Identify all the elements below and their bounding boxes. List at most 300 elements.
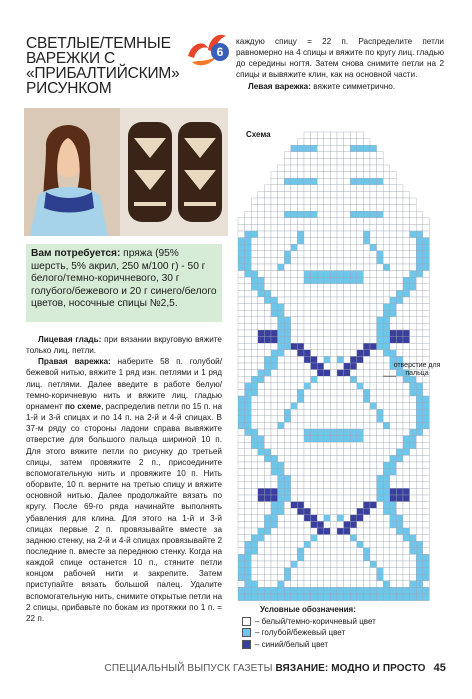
- chart-cell: [370, 488, 377, 495]
- chart-cell: [311, 178, 318, 185]
- chart-cell: [278, 495, 285, 502]
- chart-cell: [284, 521, 291, 528]
- chart-cell: [245, 271, 252, 278]
- chart-cell: [311, 455, 318, 462]
- chart-cell: [377, 594, 384, 601]
- chart-cell: [304, 462, 311, 469]
- chart-cell: [311, 231, 318, 238]
- chart-cell: [357, 568, 364, 575]
- chart-cell: [238, 535, 245, 542]
- chart-cell: [370, 152, 377, 159]
- chart-cell: [284, 264, 291, 271]
- chart-cell: [370, 370, 377, 377]
- chart-cell: [291, 488, 298, 495]
- chart-cell: [337, 290, 344, 297]
- chart-cell: [390, 383, 397, 390]
- chart-cell: [278, 350, 285, 357]
- chart-cell: [284, 574, 291, 581]
- chart-cell: [284, 376, 291, 383]
- chart-cell: [278, 482, 285, 489]
- chart-cell: [350, 508, 357, 515]
- chart-cell: [317, 416, 324, 423]
- chart-cell: [350, 422, 357, 429]
- chart-cell: [416, 264, 423, 271]
- chart-cell: [370, 594, 377, 601]
- chart-cell: [377, 475, 384, 482]
- chart-cell: [291, 502, 298, 509]
- chart-cell: [330, 290, 337, 297]
- chart-cell: [377, 528, 384, 535]
- chart-cell: [317, 343, 324, 350]
- chart-cell: [383, 515, 390, 522]
- chart-cell: [264, 541, 271, 548]
- chart-cell: [245, 502, 252, 509]
- chart-cell: [284, 455, 291, 462]
- chart-cell: [311, 310, 318, 317]
- flower-logo-icon: [182, 26, 230, 70]
- chart-cell: [304, 191, 311, 198]
- chart-cell: [383, 264, 390, 271]
- chart-cell: [410, 251, 417, 258]
- chart-cell: [370, 528, 377, 535]
- chart-cell: [344, 264, 351, 271]
- chart-cell: [423, 594, 430, 601]
- chart-cell: [317, 290, 324, 297]
- chart-cell: [271, 389, 278, 396]
- chart-cell: [363, 574, 370, 581]
- chart-cell: [350, 231, 357, 238]
- chart-cell: [238, 218, 245, 225]
- chart-cell: [238, 488, 245, 495]
- chart-cell: [396, 535, 403, 542]
- chart-cell: [416, 297, 423, 304]
- chart-cell: [410, 396, 417, 403]
- chart-cell: [297, 356, 304, 363]
- chart-cell: [383, 304, 390, 311]
- chart-cell: [271, 436, 278, 443]
- chart-cell: [304, 145, 311, 152]
- chart-cell: [350, 356, 357, 363]
- chart-cell: [317, 449, 324, 456]
- chart-cell: [410, 475, 417, 482]
- chart-cell: [251, 271, 258, 278]
- chart-cell: [324, 132, 331, 139]
- chart-cell: [410, 337, 417, 344]
- chart-cell: [317, 211, 324, 218]
- chart-cell: [311, 475, 318, 482]
- chart-cell: [264, 574, 271, 581]
- chart-cell: [344, 383, 351, 390]
- chart-cell: [363, 330, 370, 337]
- chart-cell: [337, 416, 344, 423]
- chart-cell: [304, 264, 311, 271]
- chart-cell: [297, 574, 304, 581]
- chart-cell: [311, 317, 318, 324]
- chart-cell: [291, 211, 298, 218]
- chart-cell: [251, 244, 258, 251]
- chart-cell: [238, 587, 245, 594]
- chart-cell: [370, 515, 377, 522]
- chart-cell: [317, 172, 324, 179]
- chart-cell: [291, 284, 298, 291]
- chart-cell: [264, 528, 271, 535]
- chart-cell: [396, 442, 403, 449]
- chart-cell: [377, 370, 384, 377]
- chart-cell: [377, 508, 384, 515]
- chart-cell: [258, 231, 265, 238]
- chart-cell: [238, 469, 245, 476]
- chart-cell: [297, 257, 304, 264]
- chart-cell: [317, 152, 324, 159]
- chart-cell: [330, 515, 337, 522]
- chart-cell: [396, 409, 403, 416]
- chart-cell: [238, 264, 245, 271]
- chart-cell: [416, 310, 423, 317]
- chart-cell: [311, 587, 318, 594]
- chart-cell: [304, 422, 311, 429]
- chart-cell: [390, 528, 397, 535]
- chart-cell: [337, 205, 344, 212]
- chart-cell: [251, 304, 258, 311]
- chart-cell: [317, 310, 324, 317]
- chart-cell: [370, 561, 377, 568]
- chart-cell: [396, 581, 403, 588]
- chart-cell: [304, 356, 311, 363]
- chart-cell: [416, 502, 423, 509]
- chart-cell: [410, 528, 417, 535]
- chart-cell: [357, 238, 364, 245]
- chart-cell: [377, 244, 384, 251]
- chart-cell: [258, 191, 265, 198]
- chart-cell: [344, 508, 351, 515]
- chart-cell: [251, 370, 258, 377]
- chart-cell: [330, 455, 337, 462]
- chart-cell: [357, 482, 364, 489]
- right-mitten-text: наберите 58 п. голубой/бежевой нитью, вяжите 1 ряд изн. петлями и 1 ряд лиц. петлями. Далее введите в работе белую/темно-коричневую нить и вяжите лиц. гладью орнамент: [26, 357, 222, 411]
- chart-cell: [258, 383, 265, 390]
- chart-cell: [403, 442, 410, 449]
- chart-cell: [370, 238, 377, 245]
- chart-cell: [311, 323, 318, 330]
- chart-cell: [416, 330, 423, 337]
- chart-cell: [311, 482, 318, 489]
- chart-cell: [311, 257, 318, 264]
- chart-cell: [284, 244, 291, 251]
- chart-cell: [403, 528, 410, 535]
- chart-cell: [317, 383, 324, 390]
- chart-cell: [330, 191, 337, 198]
- chart-cell: [410, 594, 417, 601]
- chart-cell: [423, 251, 430, 258]
- chart-cell: [258, 422, 265, 429]
- chart-cell: [324, 244, 331, 251]
- chart-cell: [383, 495, 390, 502]
- chart-cell: [396, 396, 403, 403]
- chart-cell: [390, 172, 397, 179]
- chart-cell: [245, 455, 252, 462]
- chart-cell: [344, 132, 351, 139]
- chart-cell: [330, 389, 337, 396]
- chart-cell: [264, 271, 271, 278]
- chart-cell: [390, 462, 397, 469]
- chart-cell: [330, 185, 337, 192]
- chart-cell: [291, 172, 298, 179]
- chart-cell: [324, 198, 331, 205]
- chart-cell: [410, 277, 417, 284]
- chart-cell: [258, 376, 265, 383]
- chart-cell: [304, 403, 311, 410]
- chart-cell: [403, 541, 410, 548]
- chart-cell: [271, 205, 278, 212]
- chart-cell: [324, 429, 331, 436]
- chart-cell: [396, 436, 403, 443]
- chart-cell: [271, 185, 278, 192]
- chart-cell: [377, 482, 384, 489]
- chart-cell: [258, 587, 265, 594]
- chart-cell: [337, 469, 344, 476]
- chart-cell: [357, 409, 364, 416]
- chart-cell: [311, 488, 318, 495]
- chart-cell: [416, 521, 423, 528]
- chart-cell: [317, 251, 324, 258]
- chart-cell: [251, 297, 258, 304]
- chart-cell: [423, 257, 430, 264]
- chart-cell: [271, 337, 278, 344]
- chart-cell: [363, 409, 370, 416]
- stitch-text: при вязании вкруговую вяжите только лиц. петли.: [26, 335, 222, 356]
- chart-cell: [258, 317, 265, 324]
- chart-cell: [383, 455, 390, 462]
- chart-cell: [337, 495, 344, 502]
- chart-cell: [350, 297, 357, 304]
- chart-cell: [396, 310, 403, 317]
- chart-cell: [416, 482, 423, 489]
- chart-cell: [423, 218, 430, 225]
- chart-cell: [396, 257, 403, 264]
- chart-cell: [264, 350, 271, 357]
- chart-cell: [245, 587, 252, 594]
- chart-cell: [357, 389, 364, 396]
- chart-cell: [350, 482, 357, 489]
- chart-cell: [370, 502, 377, 509]
- chart-cell: [251, 561, 258, 568]
- chart-cell: [410, 574, 417, 581]
- chart-cell: [370, 541, 377, 548]
- chart-cell: [311, 297, 318, 304]
- chart-cell: [403, 257, 410, 264]
- chart-cell: [390, 337, 397, 344]
- chart-cell: [377, 350, 384, 357]
- chart-cell: [350, 310, 357, 317]
- chart-cell: [344, 178, 351, 185]
- chart-cell: [251, 442, 258, 449]
- chart-cell: [297, 350, 304, 357]
- chart-cell: [324, 251, 331, 258]
- chart-cell: [278, 370, 285, 377]
- chart-cell: [344, 211, 351, 218]
- chart-cell: [251, 436, 258, 443]
- chart-cell: [245, 495, 252, 502]
- chart-cell: [350, 535, 357, 542]
- chart-cell: [370, 224, 377, 231]
- chart-cell: [297, 462, 304, 469]
- chart-cell: [403, 462, 410, 469]
- chart-cell: [423, 482, 430, 489]
- chart-cell: [251, 343, 258, 350]
- chart-cell: [416, 224, 423, 231]
- chart-cell: [284, 356, 291, 363]
- chart-cell: [396, 264, 403, 271]
- chart-cell: [264, 416, 271, 423]
- chart-cell: [403, 495, 410, 502]
- chart-cell: [423, 304, 430, 311]
- chart-cell: [396, 277, 403, 284]
- chart-cell: [350, 436, 357, 443]
- chart-cell: [271, 508, 278, 515]
- chart-cell: [370, 548, 377, 555]
- chart-cell: [403, 238, 410, 245]
- chart-cell: [284, 508, 291, 515]
- chart-cell: [245, 238, 252, 245]
- chart-cell: [304, 218, 311, 225]
- chart-cell: [410, 330, 417, 337]
- chart-cell: [271, 574, 278, 581]
- chart-cell: [324, 581, 331, 588]
- chart-cell: [284, 548, 291, 555]
- chart-cell: [264, 436, 271, 443]
- chart-cell: [291, 343, 298, 350]
- chart-cell: [264, 290, 271, 297]
- chart-cell: [291, 482, 298, 489]
- chart-cell: [297, 158, 304, 165]
- chart-cell: [311, 574, 318, 581]
- chart-cell: [383, 290, 390, 297]
- chart-cell: [258, 462, 265, 469]
- chart-cell: [403, 422, 410, 429]
- chart-cell: [324, 383, 331, 390]
- chart-cell: [291, 449, 298, 456]
- chart-cell: [297, 475, 304, 482]
- chart-cell: [291, 178, 298, 185]
- chart-cell: [304, 535, 311, 542]
- chart-cell: [238, 310, 245, 317]
- chart-cell: [284, 488, 291, 495]
- chart-cell: [271, 218, 278, 225]
- chart-cell: [337, 191, 344, 198]
- chart-cell: [278, 277, 285, 284]
- chart-cell: [238, 297, 245, 304]
- chart-cell: [324, 561, 331, 568]
- chart-cell: [403, 396, 410, 403]
- chart-cell: [238, 508, 245, 515]
- chart-cell: [370, 403, 377, 410]
- chart-cell: [350, 290, 357, 297]
- chart-cell: [271, 455, 278, 462]
- chart-cell: [390, 554, 397, 561]
- chart-cell: [251, 455, 258, 462]
- chart-cell: [278, 198, 285, 205]
- chart-cell: [297, 561, 304, 568]
- chart-cell: [403, 508, 410, 515]
- chart-cell: [271, 482, 278, 489]
- chart-cell: [245, 554, 252, 561]
- chart-cell: [357, 337, 364, 344]
- chart-cell: [410, 264, 417, 271]
- chart-cell: [297, 244, 304, 251]
- chart-cell: [245, 224, 252, 231]
- chart-cell: [370, 172, 377, 179]
- chart-cell: [363, 469, 370, 476]
- chart-cell: [350, 469, 357, 476]
- chart-cell: [423, 502, 430, 509]
- chart-cell: [344, 515, 351, 522]
- chart-cell: [297, 178, 304, 185]
- chart-cell: [297, 363, 304, 370]
- chart-cell: [284, 587, 291, 594]
- chart-cell: [324, 449, 331, 456]
- chart-cell: [258, 284, 265, 291]
- chart-cell: [317, 185, 324, 192]
- chart-cell: [278, 455, 285, 462]
- chart-cell: [396, 224, 403, 231]
- chart-cell: [396, 541, 403, 548]
- chart-cell: [416, 277, 423, 284]
- chart-cell: [304, 350, 311, 357]
- chart-cell: [377, 165, 384, 172]
- chart-cell: [416, 389, 423, 396]
- chart-cell: [264, 191, 271, 198]
- page-number: 45: [433, 662, 446, 674]
- chart-cell: [264, 330, 271, 337]
- chart-cell: [330, 554, 337, 561]
- chart-cell: [403, 264, 410, 271]
- chart-cell: [370, 251, 377, 258]
- chart-cell: [363, 251, 370, 258]
- chart-cell: [344, 337, 351, 344]
- chart-cell: [410, 422, 417, 429]
- chart-cell: [396, 508, 403, 515]
- chart-cell: [377, 224, 384, 231]
- chart-cell: [396, 488, 403, 495]
- chart-cell: [311, 568, 318, 575]
- chart-cell: [258, 304, 265, 311]
- chart-cell: [278, 317, 285, 324]
- chart-cell: [238, 521, 245, 528]
- chart-cell: [390, 422, 397, 429]
- chart-cell: [238, 337, 245, 344]
- chart-cell: [377, 304, 384, 311]
- chart-cell: [410, 429, 417, 436]
- chart-cell: [423, 554, 430, 561]
- chart-cell: [251, 594, 258, 601]
- chart-cell: [297, 442, 304, 449]
- chart-cell: [410, 508, 417, 515]
- chart-cell: [363, 191, 370, 198]
- chart-cell: [357, 205, 364, 212]
- chart-cell: [297, 521, 304, 528]
- chart-cell: [370, 211, 377, 218]
- chart-cell: [330, 224, 337, 231]
- chart-cell: [344, 442, 351, 449]
- knitting-chart: [236, 120, 430, 602]
- chart-cell: [357, 185, 364, 192]
- chart-cell: [330, 304, 337, 311]
- chart-cell: [337, 284, 344, 291]
- chart-cell: [238, 429, 245, 436]
- chart-cell: [278, 343, 285, 350]
- chart-cell: [304, 178, 311, 185]
- chart-cell: [264, 383, 271, 390]
